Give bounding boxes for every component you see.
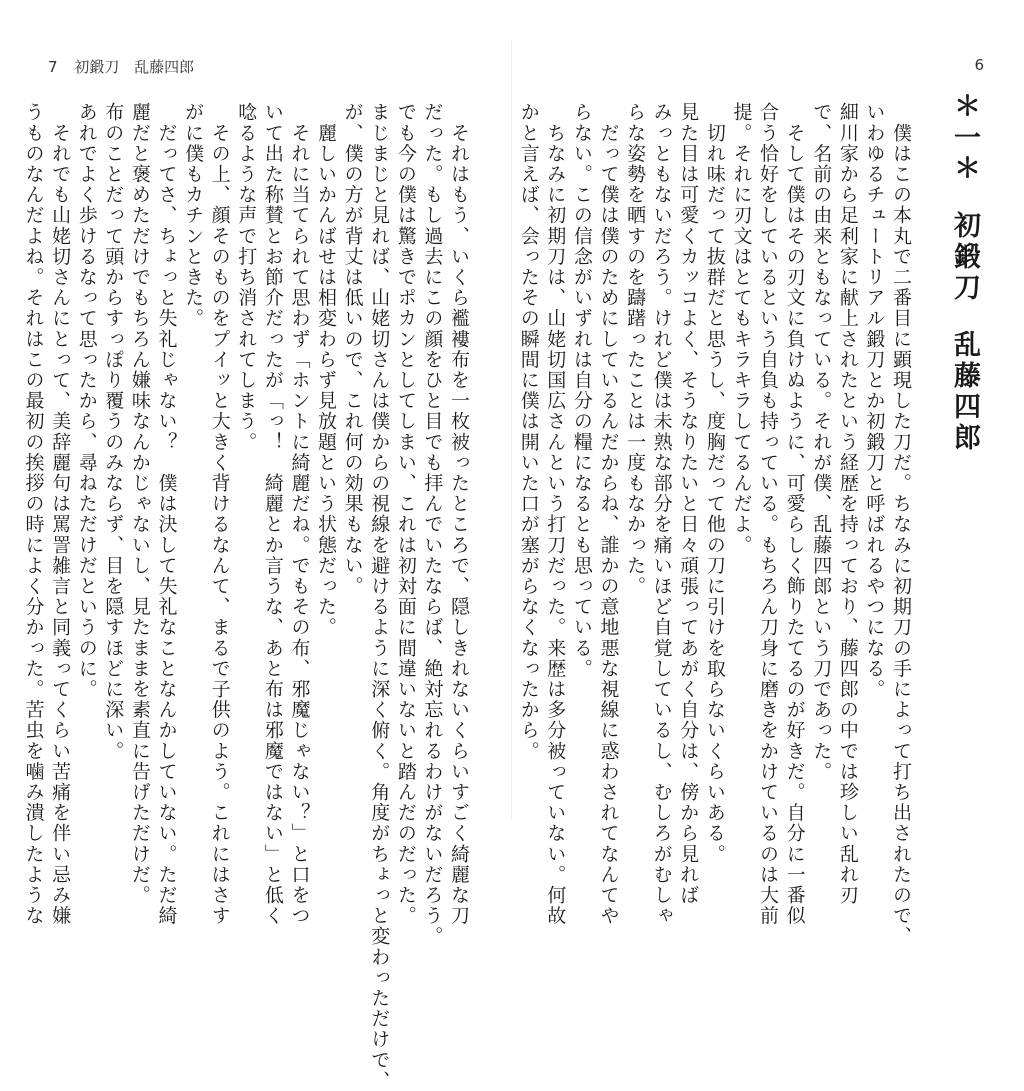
text-line: 提。それに刃文はとてもキラキラしてるんだよ。 (730, 102, 753, 556)
text-line: それに当てられて思わず「ホントに綺麗だね。でもその布、邪魔じゃない？」と口をつ (288, 102, 311, 926)
text-line: 見た目は可愛くカッコよく、そうなりたいと日々頑張ってあがく自分は、傍から見れば (677, 102, 700, 906)
text-line: 布のことだって頭からすっぽり覆うのみならず、目を隠すほどに深い。 (102, 102, 125, 762)
text-line: だった。もし過去にこの顔をひと目でも拝んでいたならば、絶対忘れるわけがないだろう。 (421, 102, 444, 947)
running-head-character: 乱藤四郎 (134, 58, 195, 76)
text-line: だって僕は僕のためにしているんだからね、誰かの意地悪な視線に惑わされてなんてや (597, 102, 620, 926)
chapter-title: 初鍛刀 (949, 211, 980, 304)
text-line: うものなんだよね。それはこの最初の挨拶の時によく分かった。苦虫を噛み潰したような (22, 102, 45, 926)
text-line: 麗だと褒めただけでもちろん嫌味なんかじゃないし、見たままを素直に告げただけだ。 (128, 102, 151, 906)
text-line: そして僕はその刃文に負けぬように、可愛らしく飾りたてるのが好きだ。自分に一番似 (783, 102, 806, 926)
text-line: 僕はこの本丸で二番目に顕現した刀だ。ちなみに初期刀の手によって打ち出されたので、 (890, 102, 912, 947)
text-line: 唸るような声で打ち消されてしまう。 (235, 102, 258, 453)
chapter-heading (944, 92, 984, 454)
text-line: みっともないだろう。けれど僕は未熟な部分を痛いほど自覚しているし、むしろがむしゃ (650, 102, 673, 926)
text-line: かと言えば、会ったその瞬間に僕は開いた口が塞がらなくなったから。 (517, 102, 540, 762)
chapter-subtitle: 乱藤四郎 (949, 330, 980, 454)
text-line: らな姿勢を晒すのを躊躇ったことは一度もなかった。 (624, 102, 647, 597)
text-line: 麗しいかんばせは相変わらず見放題という状態だった。 (315, 102, 338, 638)
text-line: らない。この信念がいずれは自分の糧になるとも思っている。 (570, 102, 593, 679)
page-number-left: 7 (48, 58, 58, 76)
chapter-number: ＊一＊ (949, 92, 980, 185)
text-line: 細川家から足利家に献上されたという経歴を持っており、藤四郎の中では珍しい乱れ刃 (836, 102, 859, 906)
text-line: 合う恰好をしているという自負も持っている。もちろん刀身に磨きをかけているのは大前 (757, 102, 780, 926)
right-body-text (515, 102, 914, 947)
text-line: まじまじと見れば、山姥切さんは僕からの視線を避けるように深く俯く。角度がちょっと変わっただけで、 (368, 102, 391, 1091)
page-number-right: 6 (974, 56, 984, 74)
text-line: その上、顔そのものをプイッと大きく背けるなんて、まるで子供のよう。これにはさす (208, 102, 231, 926)
running-head (48, 56, 194, 77)
text-line: ちなみに初期刀は、山姥切国広さんという打刀だった。来歴は多分被っていない。何故 (544, 102, 567, 926)
text-line: あれでよく歩けるなって思ったから、尋ねただけだというのに。 (75, 102, 98, 700)
right-page (512, 0, 1024, 947)
text-line: が、僕の方が背丈は低いので、これ何の効果もない。 (341, 102, 364, 597)
text-line: いわゆるチュートリアル鍛刀とか初鍛刀と呼ばれるやつになる。 (863, 102, 886, 700)
text-line: でも今の僕は驚きでポカンとしてしまい、これは初対面に間違いないと踏んだのだった。 (394, 102, 417, 926)
text-line: がに僕もカチンときた。 (182, 102, 205, 329)
text-line: だってさ、ちょっと失礼じゃない？ 僕は決して失礼なことなんかしていない。ただ綺 (155, 102, 178, 926)
text-line: 切れ味だって抜群だと思うし、度胸だって他の刀に引けを取らないくらいある。 (703, 102, 726, 865)
text-line: いて出た称賛とお節介だったが「っ！ 綺麗とか言うな、あと布は邪魔ではない」と低く (261, 102, 284, 926)
text-line: で、名前の由来ともなっている。それが僕、乱藤四郎という刀であった。 (810, 102, 833, 782)
text-line: それでも山姥切さんにとって、美辞麗句は罵詈雑言と同義ってくらい苦痛を伴い忌み嫌 (49, 102, 72, 926)
left-body-text (20, 102, 472, 1091)
text-line: それはもう、いくら襤褸布を一枚被ったところで、隠しきれないくらいすごく綺麗な刀 (448, 102, 470, 926)
running-head-chapter: 初鍛刀 (74, 58, 120, 76)
